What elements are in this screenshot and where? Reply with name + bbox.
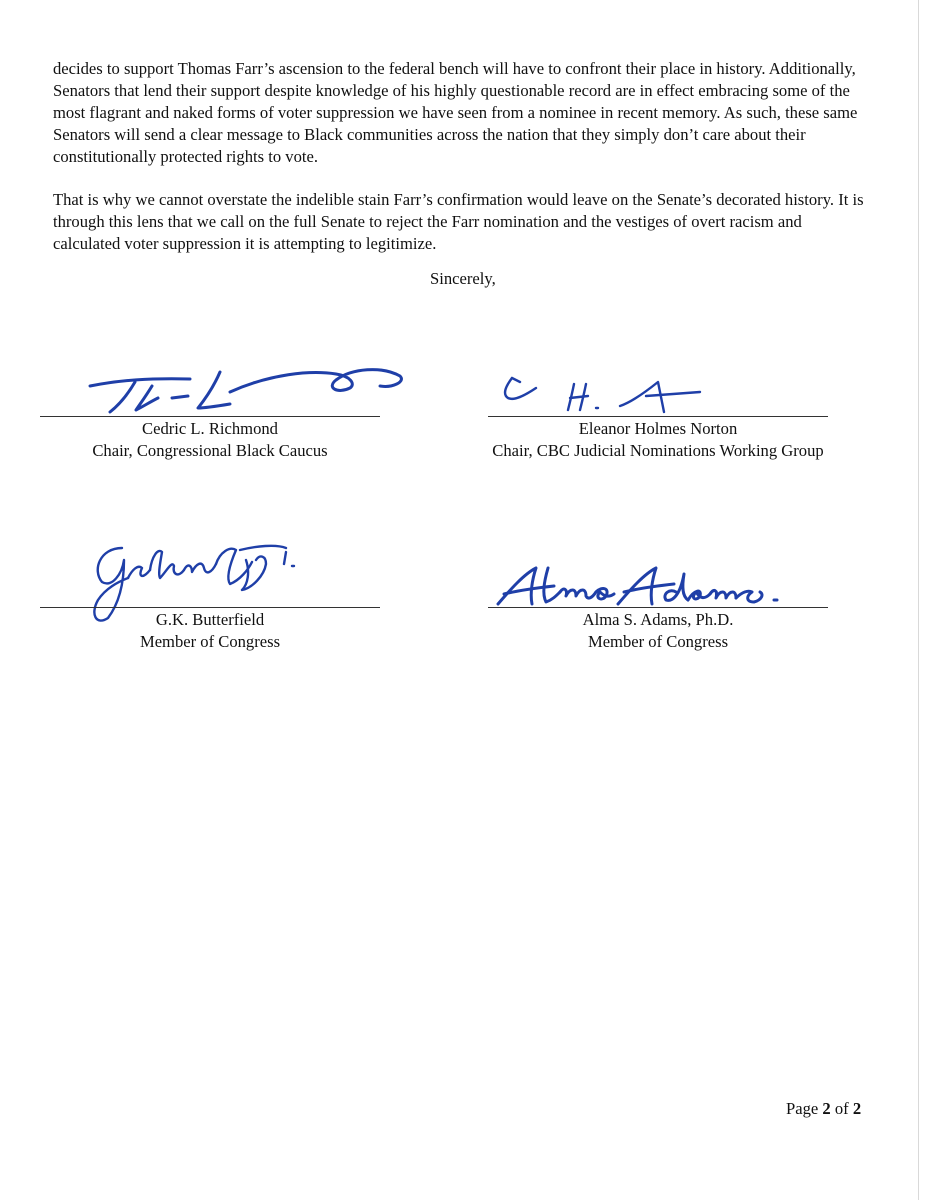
signatory-title: Member of Congress [587,632,729,651]
signature-norton [490,368,720,420]
signature-line [40,607,380,608]
signatory-name: Eleanor Holmes Norton [578,419,738,438]
signature-adams [490,560,800,610]
body-paragraph: That is why we cannot overstate the indelible stain Farr’s confirmation would leave on the Senate’s decorated history. It is through this lens that we call on the full Senate to reject the Farr nomination and the vestiges of overt racism and calculated voter suppression it is attempting to legitimize. [53,190,864,253]
letter-body [53,58,873,276]
signature-line [488,607,828,608]
signature-richmond [80,352,420,422]
signatory-title: Member of Congress [139,632,281,651]
signatory-name: G.K. Butterfield [155,610,265,629]
signatory-title: Chair, CBC Judicial Nominations Working Group [492,441,824,460]
closing-salutation: Sincerely, [430,269,496,288]
signatory-name: Alma S. Adams, Ph.D. [582,610,734,629]
page-number [786,1099,861,1119]
signature-line [40,416,380,417]
signature-line [488,416,828,417]
signatory-title: Chair, Congressional Black Caucus [92,441,328,460]
page-current: 2 [822,1099,831,1118]
page-total: 2 [852,1099,862,1118]
page-edge-line [918,0,919,1200]
page-label: Page [786,1099,819,1118]
body-paragraph: decides to support Thomas Farr’s ascension to the federal bench will have to confront their place in history. Additionally, Senators that lend their support despite knowledge of his highly questionable record are in effect embracing some of the most flagrant and naked forms of voter suppression we have seen from a nominee in recent memory. As such, these same Senators will send a clear message to Black communities across the nation that they simply don’t care about their constitutionally protected rights to vote. [53,59,858,166]
page-of: of [834,1099,849,1118]
signatory-name: Cedric L. Richmond [142,419,278,438]
